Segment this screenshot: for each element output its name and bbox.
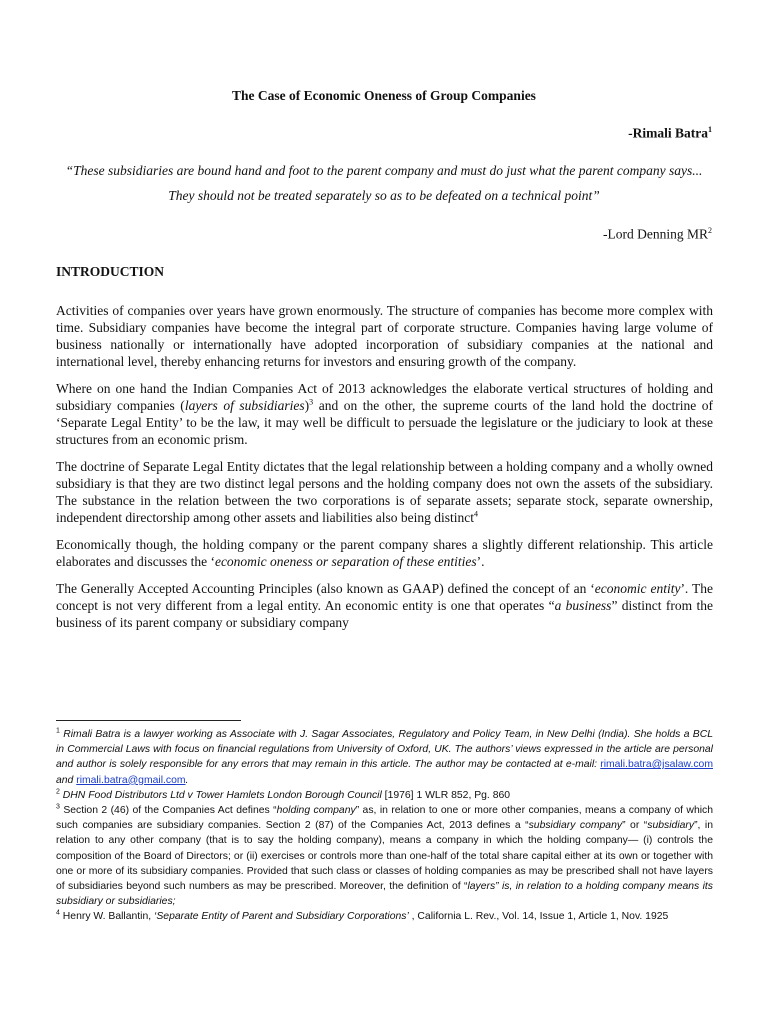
epigraph-quote: “These subsidiaries are bound hand and foot to the parent company and must do just what the parent company says... They should not be treated separately so as to be defeated on a technical point” bbox=[65, 163, 703, 203]
paragraph-3 bbox=[56, 458, 713, 526]
paragraph-1: Activities of companies over years have grown enormously. The structure of companies has become more complex with time. Subsidiary companies have become the integral part of corporate structure. Companies having large volume of business nationally or internationally have adopted incorporation of subsidiary companies at the national and international level, thereby enhancing returns for investors and ensuring growth of the company. bbox=[56, 303, 713, 369]
text-run: Section 2 (46) of the Companies Act defines “ bbox=[63, 805, 277, 817]
italic-run: layers” is, in relation to a holding company means its subsidiary or subsidiaries; bbox=[56, 881, 713, 908]
italic-run: . bbox=[185, 774, 189, 786]
italic-run: Rimali Batra is a lawyer working as Associate with J. Sagar Associates, Regulatory and Policy Team, in New Delhi (India). She holds a BCL in Commercial Laws with focus on financial regulations from University of Oxford, UK. The authors’ views expressed in the article are personal and author is solely responsible for any errors that may remain in this article. The author may be contacted at e-mail: bbox=[56, 729, 713, 771]
italic-run: layers of subsidiaries bbox=[184, 398, 305, 413]
italic-run: a business bbox=[554, 598, 612, 613]
footnote-3 bbox=[56, 803, 713, 909]
italic-run: subsidiary bbox=[647, 820, 695, 832]
author-line bbox=[628, 125, 712, 142]
footnote-1 bbox=[56, 727, 713, 788]
italic-run: economic entity bbox=[594, 581, 681, 596]
text-run: , California L. Rev., Vol. 14, Issue 1, Article 1, Nov. 1925 bbox=[408, 911, 669, 923]
section-heading: INTRODUCTION bbox=[56, 264, 165, 279]
text-run: ’. bbox=[476, 554, 485, 569]
footnote-ref-3[interactable]: 3 bbox=[309, 397, 314, 407]
quote-attribution bbox=[603, 226, 712, 243]
paragraph-5 bbox=[56, 580, 713, 631]
body-text bbox=[56, 302, 713, 641]
text-run: ” or “ bbox=[622, 820, 648, 832]
email-link-gmail[interactable]: rimali.batra@gmail.com bbox=[76, 774, 186, 786]
paragraph-4 bbox=[56, 536, 713, 570]
text-run: ” as, in relation to one or more other companies, means a company of which such companies are subsidiary companies. Section 2 (87) of the Companies Act, 2013 defines a “ bbox=[56, 805, 714, 832]
footnote-number: 4 bbox=[56, 909, 60, 917]
footnote-2 bbox=[56, 788, 713, 803]
text-run: ” distinct from the business of its parent company or subsidiary company bbox=[56, 598, 714, 630]
text-run: ) bbox=[304, 398, 310, 413]
document-title: The Case of Economic Oneness of Group Companies bbox=[232, 88, 536, 103]
footnote-separator bbox=[56, 720, 241, 721]
footnotes bbox=[56, 727, 713, 925]
italic-run: subsidiary company bbox=[528, 820, 623, 832]
paragraph-2 bbox=[56, 380, 713, 448]
text-run: and on the other, the supreme courts of the land hold the doctrine of ‘Separate Legal Entity’ to be the law, it may well be difficult to persuade the legislature or the judiciary to look at these structures from an economic prism. bbox=[56, 398, 713, 447]
email-link-jsalaw[interactable]: rimali.batra@jsalaw.com bbox=[600, 759, 713, 771]
text-run: The Generally Accepted Accounting Principles (also known as GAAP) defined the concept of an ‘ bbox=[56, 581, 595, 596]
footnote-number: 1 bbox=[56, 727, 60, 735]
footnote-number: 3 bbox=[56, 803, 60, 811]
italic-run: and bbox=[56, 774, 77, 786]
italic-run: holding company bbox=[276, 805, 356, 817]
italic-run: ‘Separate Entity of Parent and Subsidiary Corporations’ bbox=[154, 911, 409, 923]
text-run: ’. The concept is not very different from a legal entity. An economic entity is one that operates “ bbox=[56, 581, 713, 613]
footnote-ref-1[interactable]: 1 bbox=[708, 125, 712, 134]
text-run: The doctrine of Separate Legal Entity dictates that the legal relationship between a holding company and a wholly owned subsidiary is that they are two distinct legal persons and the holding company does not own the assets of the subsidiary. The substance in the relation between the two corporations is of separate assets; separate stock, separate ownership, independent directorship among other assets and liabilities also being distinct bbox=[56, 459, 713, 525]
text-run: Henry W. Ballantin, bbox=[62, 911, 155, 923]
italic-run: DHN Food Distributors Ltd v Tower Hamlets London Borough Council bbox=[62, 789, 382, 801]
footnote-ref-2[interactable]: 2 bbox=[708, 226, 712, 235]
text-run: Economically though, the holding company or the parent company shares a slightly different relationship. This article elaborates and discusses the ‘ bbox=[56, 537, 713, 569]
text-run: ”, in relation to any other company (that is to say the holding company), means a company in which the holding company— (i) controls the composition of the Board of Directors; or (ii) exercises or controls more than one-half of the total share capital either at its own or together with one or more of its subsidiary companies. Provided that such class or classes of holding companies as may be prescribed shall not have layers of subsidiaries beyond such numbers as may be prescribed. Moreover, the definition of “ bbox=[56, 820, 714, 893]
text-run: Where on one hand the Indian Companies Act of 2013 acknowledges the elaborate vertical structures of holding and subsidiary companies ( bbox=[56, 381, 713, 413]
text-run: [1976] 1 WLR 852, Pg. 860 bbox=[381, 789, 511, 801]
italic-run: economic oneness or separation of these entities bbox=[214, 554, 477, 569]
footnote-4 bbox=[56, 909, 713, 924]
author-name: -Rimali Batra bbox=[628, 125, 708, 141]
attribution-text: -Lord Denning MR bbox=[603, 226, 708, 242]
footnote-ref-4[interactable]: 4 bbox=[474, 509, 479, 519]
footnote-number: 2 bbox=[56, 788, 60, 796]
